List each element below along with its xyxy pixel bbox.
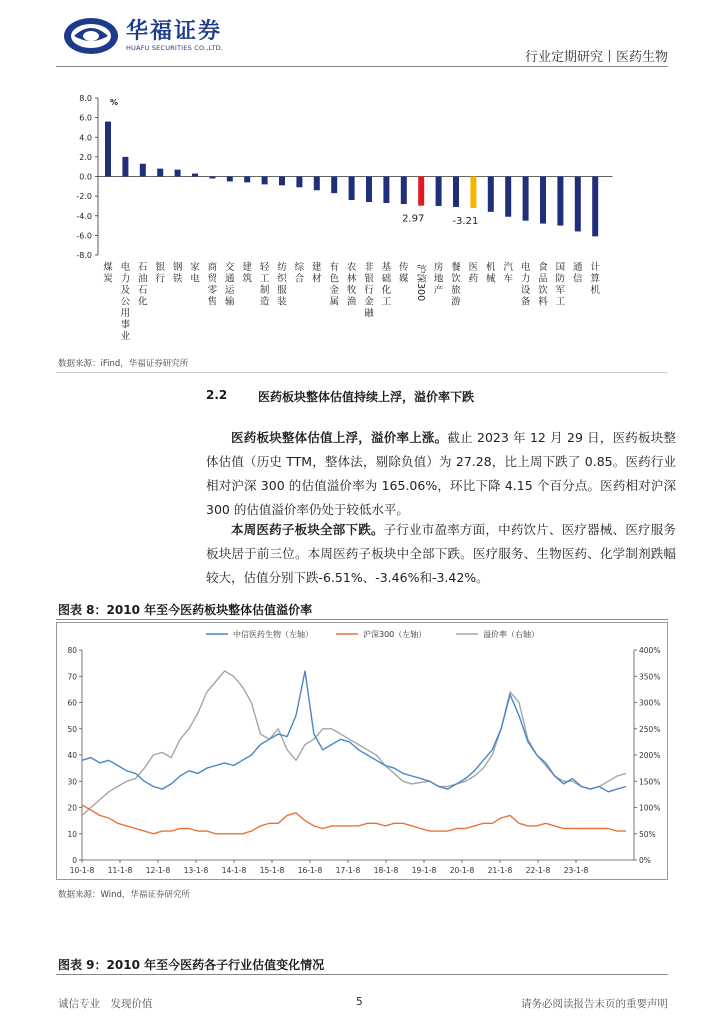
bar (140, 164, 146, 177)
category-label: 煤炭 (103, 262, 113, 285)
left-tick-label: 80 (67, 646, 77, 655)
category-label: 电力设备 (520, 262, 531, 308)
category-label: 农林牧渔 (346, 262, 357, 308)
bar (122, 157, 128, 177)
footer-disclaimer: 请务必阅读报告末页的重要声明 (521, 998, 668, 1010)
category-label: 机械 (486, 262, 496, 285)
bar (383, 177, 389, 203)
paragraph-subsectors-lead: 本周医药子板块全部下跌。 (231, 522, 384, 537)
category-label: 房地产 (433, 262, 444, 296)
legend-label: 溢价率（右轴） (483, 630, 539, 639)
bar (505, 177, 511, 217)
bar (540, 177, 546, 224)
paragraph-valuation-text: 截止 2023 年 12 月 29 日，医药板块整体估值（历史 TTM，整体法，剔除负值）为 27.28，比上周下跌了 0.85。医药行业相对沪深 300 的估值溢价率为 165.06%，环比下降 4.15 个百分点。医药相对沪深 300 的估值溢价率仍处于较低水平。 (206, 430, 676, 517)
x-tick-label: 12-1-8 (145, 866, 171, 875)
weekly-change-bar-chart (56, 88, 656, 356)
category-label: 汽车 (503, 262, 513, 285)
document-category: 行业定期研究丨医药生物 (524, 50, 668, 65)
bar (227, 177, 233, 182)
right-tick-label: 250% (639, 724, 661, 734)
bar (557, 177, 563, 226)
right-tick-label: 300% (639, 698, 661, 708)
paragraph-valuation (206, 426, 676, 522)
y-tick-label: 0.0 (79, 172, 92, 182)
left-tick-label: 50 (67, 724, 77, 734)
chart-frame (57, 623, 668, 880)
y-tick-label: 2.0 (79, 152, 92, 162)
category-label: 有色金属 (329, 262, 339, 308)
bar (105, 122, 111, 177)
category-label: 餐饮旅游 (451, 262, 461, 308)
left-tick-label: 60 (67, 698, 77, 708)
left-tick-label: 20 (67, 803, 77, 813)
x-tick-label: 18-1-8 (373, 866, 399, 875)
bar (209, 177, 215, 179)
x-tick-label: 15-1-8 (259, 866, 285, 875)
left-tick-label: 40 (67, 751, 77, 760)
figure-divider (56, 372, 668, 373)
figure-8-title: 图表 8：2010 年至今医药板块整体估值溢价率 (58, 603, 313, 617)
x-tick-label: 13-1-8 (183, 866, 209, 875)
bar (523, 177, 529, 221)
paragraph-valuation-lead: 医药板块整体估值上浮，溢价率上涨。 (231, 430, 448, 445)
bar (575, 177, 581, 232)
bar (401, 177, 407, 204)
category-label: 食品饮料 (538, 262, 548, 308)
data-label: -3.21 (452, 215, 479, 227)
valuation-premium-line-chart (56, 622, 668, 880)
category-label: 建筑 (242, 262, 252, 285)
left-tick-label: 70 (67, 672, 77, 682)
bar (592, 177, 598, 237)
category-label: 商贸零售 (207, 262, 218, 308)
right-tick-label: 0% (639, 856, 651, 865)
data-label: 2.97 (402, 213, 425, 225)
figure-9-title-rule (56, 974, 668, 975)
figure-source-1: 数据来源：iFind，华福证券研究所 (58, 359, 189, 369)
left-tick-label: 10 (67, 829, 77, 839)
bar (349, 177, 355, 201)
category-label: 家电 (190, 262, 200, 285)
category-label: 医药 (468, 262, 479, 285)
x-tick-label: 17-1-8 (335, 866, 361, 875)
category-label: 基础化工 (381, 262, 392, 308)
category-label: 石油石化 (138, 262, 148, 308)
section-number: 2.2 (206, 388, 228, 402)
bar (366, 177, 372, 203)
left-tick-label: 0 (72, 856, 77, 865)
company-logo-icon (62, 16, 120, 56)
bar (331, 177, 337, 194)
right-tick-label: 150% (639, 777, 661, 787)
y-tick-label: -4.0 (76, 211, 92, 221)
logo-chinese-name: 华福证券 (126, 19, 223, 44)
y-tick-label: 4.0 (79, 133, 92, 143)
paragraph-subsectors (206, 518, 676, 590)
right-tick-label: 200% (639, 751, 661, 760)
x-tick-label: 19-1-8 (411, 866, 437, 875)
x-tick-label: 11-1-8 (107, 866, 133, 875)
left-tick-label: 30 (67, 777, 77, 787)
category-label: 轻工制造 (259, 262, 270, 308)
bar (157, 169, 163, 177)
bar (192, 174, 198, 177)
x-tick-label: 23-1-8 (563, 866, 589, 875)
y-tick-label: -6.0 (76, 231, 92, 241)
bar (244, 177, 250, 183)
bar (279, 177, 285, 186)
legend-label: 沪深300（左轴） (363, 630, 427, 639)
category-label: 计算机 (590, 262, 600, 296)
page-number: 5 (356, 996, 363, 1008)
header-divider (56, 66, 668, 67)
category-label: 交通运输 (225, 262, 235, 308)
y-tick-label: -2.0 (76, 192, 92, 202)
figure-8-title-rule (56, 619, 668, 620)
y-unit-label: % (110, 98, 119, 107)
category-label: 通信 (573, 262, 583, 285)
figure-source-2: 数据来源：Wind，华福证券研究所 (58, 890, 190, 900)
y-tick-label: -8.0 (76, 251, 92, 260)
category-label: 电力及公用事业 (120, 262, 131, 342)
paragraph-subsectors-text: 子行业市盈率方面，中药饮片、医疗器械、医疗服务板块居于前三位。本周医药子板块中全部下跌。医疗服务、生物医药、化学制剂跌幅较大，估值分别下跌-6.51%、-3.46%和-3.42%。 (206, 522, 676, 585)
bar (453, 177, 459, 207)
x-tick-label: 21-1-8 (487, 866, 513, 875)
logo-english-name: HUAFU SECURITIES CO.,LTD. (126, 44, 224, 52)
legend-label: 中信医药生物（左轴） (233, 630, 313, 639)
x-tick-label: 10-1-8 (69, 866, 95, 875)
bar (175, 170, 181, 177)
bar (314, 177, 320, 191)
y-tick-label: 8.0 (79, 94, 92, 103)
bar (296, 177, 302, 188)
y-tick-label: 6.0 (79, 113, 92, 123)
section-title: 医药板块整体估值持续上浮，溢价率下跌 (258, 390, 475, 404)
x-tick-label: 16-1-8 (297, 866, 323, 875)
category-label: 非银行金融 (364, 262, 374, 319)
bar (436, 177, 442, 206)
right-tick-label: 400% (639, 646, 661, 655)
bar (418, 177, 424, 206)
x-tick-label: 14-1-8 (221, 866, 247, 875)
footer-slogan: 诚信专业 发现价值 (58, 998, 153, 1010)
category-label: 建材 (312, 262, 322, 285)
bar (470, 177, 476, 208)
figure-9-title: 图表 9：2010 年至今医药各子行业估值变化情况 (58, 958, 325, 972)
category-label: 纺织服装 (277, 262, 287, 308)
right-tick-label: 100% (639, 803, 661, 813)
category-label: 银行 (155, 262, 165, 285)
category-label: 国防军工 (555, 262, 566, 308)
right-tick-label: 350% (639, 672, 661, 682)
category-label: 综合 (294, 262, 305, 285)
category-label: 传媒 (399, 262, 409, 285)
bar (488, 177, 494, 212)
x-tick-label: 22-1-8 (525, 866, 551, 875)
category-label: 沪深300 (415, 264, 427, 302)
category-label: 钢铁 (172, 262, 183, 285)
x-tick-label: 20-1-8 (449, 866, 475, 875)
bar (262, 177, 268, 185)
right-tick-label: 50% (639, 829, 656, 839)
